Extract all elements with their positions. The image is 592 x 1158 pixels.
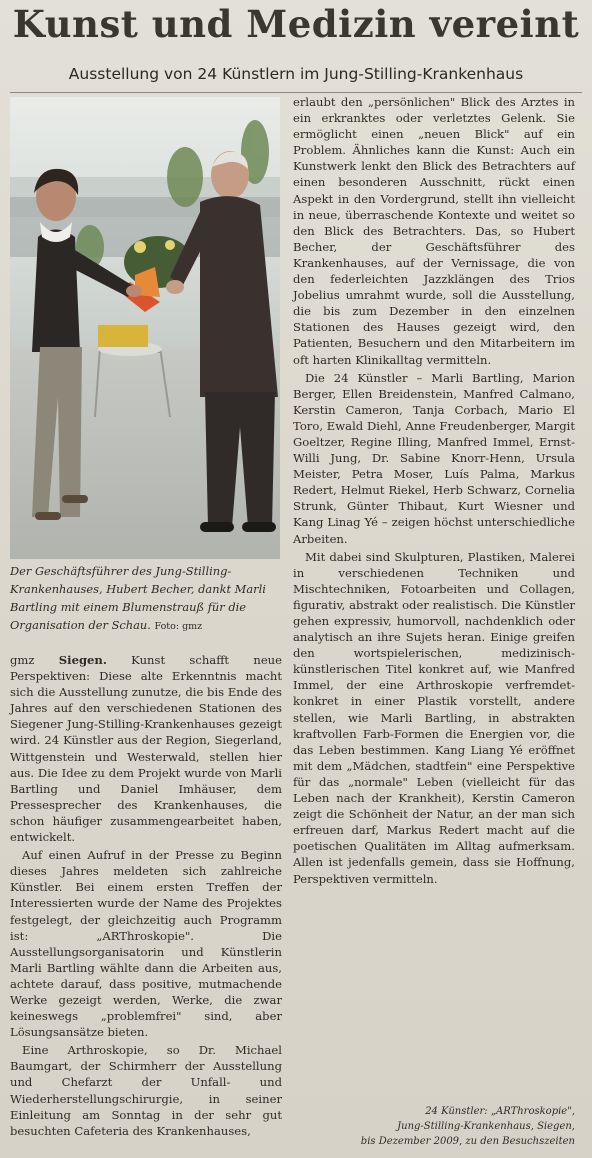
- exhibition-info-line-1: 24 Künstler: „ARThroskopie",: [425, 1106, 575, 1117]
- article-paragraph-4: Die 24 Künstler – Marli Bartling, Marion Berger, Ellen Breidenstein, Manfred Calmano, Kerstin Cameron, Tanja Corbach, Mario El Toro, Ewald Diehl, Anne Freudenberger, Margit Goeltzer, Regine Illing, Manfred Immel, Ernst-Willi Jung, Dr. Sabine Knorr-Henn, Ursula Meister, Petra Moser, Luís Palma, Markus Redert, Helmut Riekel, Herb Schwarz, Cornelia Strunk, Günter Thibaut, Kurt Wiesner und Kang Linag Yé – zeigen höchst unterschiedliche Arbeiten.: [293, 370, 575, 546]
- article-photo: [10, 97, 280, 559]
- exhibition-info: [293, 1104, 575, 1149]
- header-divider: [10, 92, 582, 93]
- article-column-right: [293, 94, 575, 889]
- article-paragraph-3-continued: erlaubt den „persönlichen" Blick des Arztes in ein erkranktes oder verletztes Gelenk. Sie ermöglicht einen „neuen Blick" auf ein Problem. Ähnliches kann die Kunst: Auch ein Kunstwerk lenkt den Blick des Betrachters auf einen besonderen Ausschnitt, rückt einen Aspekt in den Vordergrund, stellt ihn vielleicht in neue, überraschende Kontexte und weitet so den Blick des Betrachters. Das, so Hubert Becher, der Geschäftsführer des Krankenhauses, auf der Vernissage, die von den federleichten Jazzklängen des Trios Jobelius umrahmt wurde, soll die Ausstellung, die bis zum Dezember in den einzelnen Stationen des Hauses gezeigt wird, den Patienten, Besuchern und den Mitarbeitern im oft harten Klinikalltag vermitteln.: [293, 95, 575, 367]
- article-subheadline: Ausstellung von 24 Künstlern im Jung-Stilling-Krankenhaus: [68, 65, 524, 83]
- exhibition-info-line-3: bis Dezember 2009, zu den Besuchszeiten: [360, 1136, 575, 1147]
- article-paragraph-2: Auf einen Aufruf in der Presse zu Beginn dieses Jahres meldeten sich zahlreiche Künstler. Bei einem ersten Treffen der Interessierten wurde der Name des Projektes festgelegt, der gleichzeitig auch Programm ist: „ARThroskopie". Die Ausstellungsorganisatorin und Künstlerin Marli Bartling wählte dann die Arbeiten aus, achtete darauf, dass positive, mutmachende Werke gezeigt werden, Werke, die zwar keineswegs „problemfrei" sind, aber Lösungsansätze bieten.: [10, 848, 282, 1040]
- location-tag: Siegen.: [58, 653, 107, 667]
- article-headline: Kunst und Medizin vereint: [12, 2, 580, 46]
- article-paragraph-1: [10, 652, 282, 845]
- paragraph-1-text: Kunst schafft neue Perspektiven: Diese alte Erkenntnis macht sich die Ausstellung zunutze, die bis Ende des Jahres auf den verschiedenen Stationen des Siegener Jung-Stilling-Krankenhauses gezeigt wird. 24 Künstler aus der Region, Siegerland, Wittgenstein und Westerwald, stellen hier aus. Die Idee zu dem Projekt wurde von Marli Bartling und Daniel Imhäuser, dem Pressesprecher des Krankenhauses, die schon häufiger zusammengearbeitet haben, entwickelt.: [10, 653, 283, 845]
- article-paragraph-3: Eine Arthroskopie, so Dr. Michael Baumgart, der Schirmherr der Ausstellung und Chefarzt der Unfall- und Wiederherstellungschirurgie, in seiner Einleitung am Sonntag in der sehr gut besuchten Cafeteria des Krankenhauses,: [10, 1043, 282, 1138]
- article-column-left: [10, 652, 282, 1139]
- photo-caption: [10, 562, 282, 636]
- caption-text: Der Geschäftsführer des Jung-Stilling-Krankenhauses, Hubert Becher, dankt Marli Bartling mit einem Blumenstrauß für die Organisation der Schau.: [10, 564, 266, 632]
- photo-credit: Foto: gmz: [154, 621, 203, 632]
- exhibition-info-line-2: Jung-Stilling-Krankenhaus, Siegen,: [397, 1121, 575, 1132]
- photo-handover-icon: [10, 97, 280, 559]
- article-paragraph-5: Mit dabei sind Skulpturen, Plastiken, Malerei in verschiedenen Techniken und Mischtechniken, Fotoarbeiten und Collagen, figurativ, abstrakt oder realistisch. Die Künstler gehen expressiv, humorvoll, nachdenklich oder analytisch an ihre Sujets heran. Einige greifen den wortspielerischen, medizinisch-künstlerischen Titel konkret auf, wie Manfred Immel, der eine Arthroskopie verfremdet-konkret in einer Plastik vorstellt, andere stellen, wie Marli Bartling, in abstrakten kraftvollen Farb-Formen die Energien vor, die das Leben bestimmen. Kang Liang Yé eröffnet mit dem „Mädchen, stadtfein" eine Perspektive für das „normale" Leben (vielleicht für das Leben nach der Krankheit), Kerstin Cameron zeigt die Schönheit der Natur, an der man sich erfreuen darf, Markus Redert macht auf die poetischen Qualitäten im Alltag aufmerksam. Allen ist jedenfalls gemein, dass sie Hoffnung, Perspektiven vermitteln.: [293, 549, 575, 886]
- author-tag: gmz: [10, 653, 35, 667]
